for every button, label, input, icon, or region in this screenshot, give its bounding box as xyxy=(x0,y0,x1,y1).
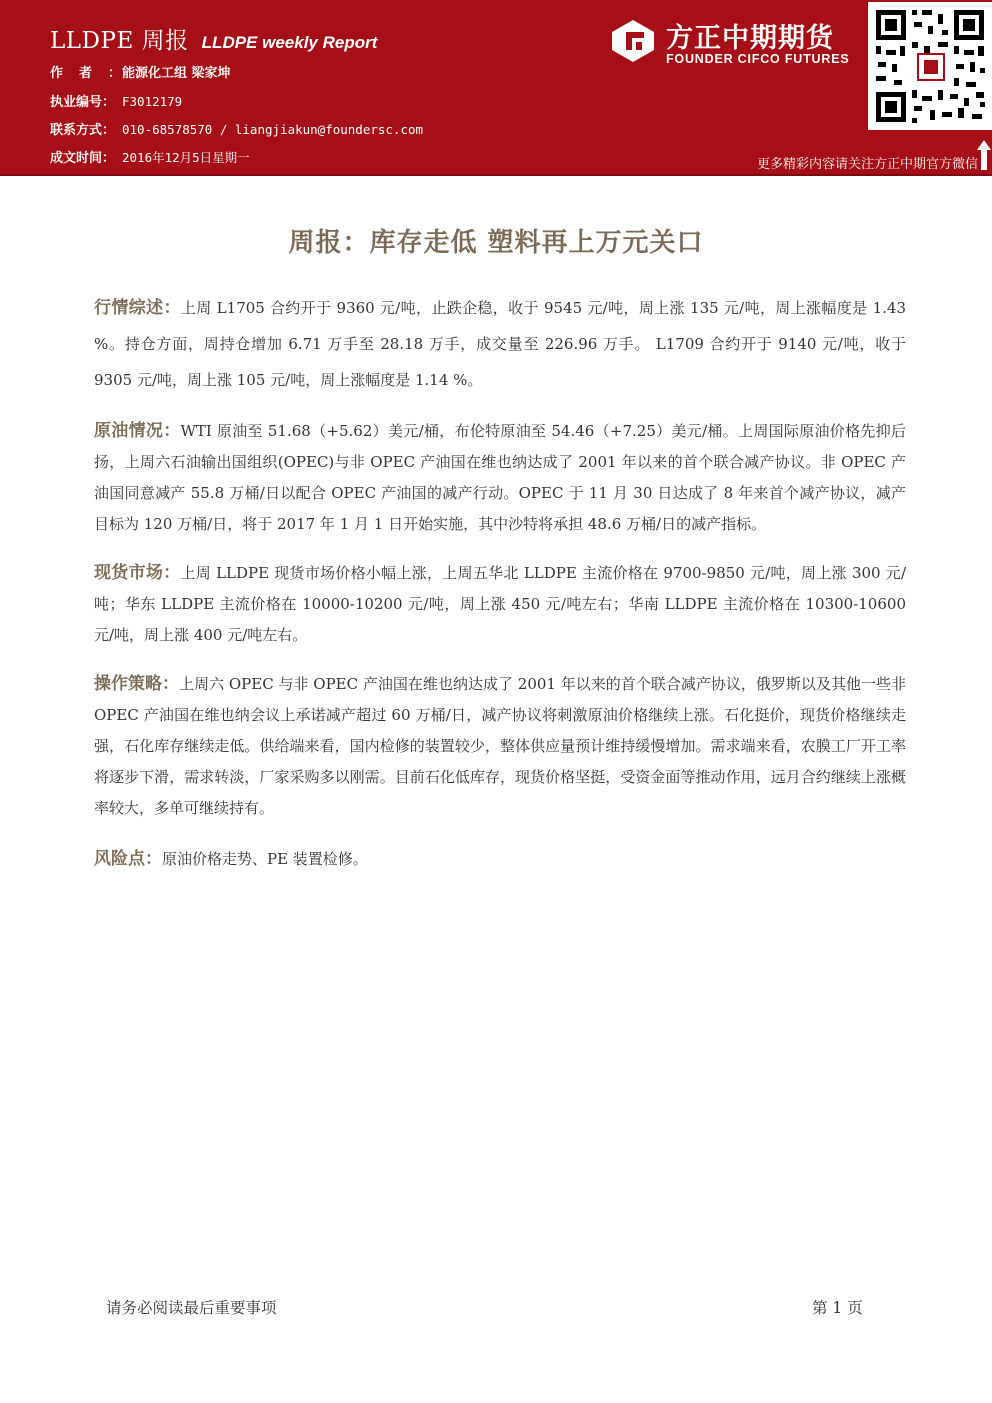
meta-author xyxy=(50,64,423,92)
date-value: 2016年12月5日星期一 xyxy=(122,150,250,165)
contact-value[interactable]: 010-68578570 / liangjiakun@foundersc.com xyxy=(122,122,424,137)
report-name-en: LLDPE weekly Report xyxy=(201,33,378,52)
footer-notice: 请务必阅读最后重要事项 xyxy=(106,1299,277,1317)
up-arrow-icon xyxy=(976,138,992,172)
author-value: 能源化工组 梁家坤 xyxy=(122,66,231,81)
section-text: 上周六 OPEC 与非 OPEC 产油国在维也纳达成了 2001 年以来的首个联合减产协议，俄罗斯以及其他一些非 OPEC 产油国在维也纳会议上承诺减产超过 60 万桶/日，减产协议将刺激原油价格继续上涨。石化挺价，现货价格继续走强，石化库存继续走低。供给端来看，国内检修的装置较少，整体供应量预计维持缓慢增加。需求端来看，农膜工厂开工率将逐步下滑，需求转淡，厂家采购多以刚需。目前石化低库存，现货价格坚挺，受资金面等推动作用，远月合约继续上涨概率较大，多单可继续持有。 xyxy=(94,675,907,817)
report-name: LLDPE 周报 xyxy=(50,28,189,54)
section-lead: 行情综述： xyxy=(94,298,181,318)
section-lead: 风险点： xyxy=(94,849,162,869)
section-market-review xyxy=(94,290,906,398)
report-header xyxy=(0,0,992,174)
report-meta xyxy=(50,64,423,176)
document-title: 周报：库存走低 塑料再上万元关口 xyxy=(288,228,704,258)
license-value: F3012179 xyxy=(122,94,183,109)
logo-text-en: FOUNDER CIFCO FUTURES xyxy=(666,52,850,66)
meta-date xyxy=(50,148,423,176)
wechat-follow-tip: 更多精彩内容请关注方正中期官方微信 xyxy=(756,157,978,172)
date-label: 成文时间： xyxy=(50,151,116,166)
section-spot-market xyxy=(94,558,906,651)
meta-contact xyxy=(50,120,423,148)
section-text: 上周 L1705 合约开于 9360 元/吨，止跌企稳，收于 9545 元/吨，周上涨 135 元/吨，周上涨幅度是 1.43 %。持仓方面，周持仓增加 6.71 万手至 28.18 万手，成交量至 226.96 万手。 L1709 合约开于 9140 元/吨，收于 9305 元/吨，周上涨 105 元/吨，周上涨幅度是 1.14 %。 xyxy=(94,299,907,389)
section-crude-oil xyxy=(94,416,906,540)
page-number: 第 1 页 xyxy=(812,1299,863,1317)
section-strategy xyxy=(94,669,906,824)
logo-text-cn: 方正中期期货 xyxy=(666,23,834,54)
section-text: 上周 LLDPE 现货市场价格小幅上涨，上周五华北 LLDPE 主流价格在 9700-9850 元/吨，周上涨 300 元/吨；华东 LLDPE 主流价格在 10000-10200 元/吨，周上涨 450 元/吨左右；华南 LLDPE 主流价格在 10300-10600 元/吨，周上涨 400 元/吨左右。 xyxy=(94,564,906,644)
company-logo xyxy=(610,14,870,74)
header-divider xyxy=(0,174,992,176)
section-lead: 现货市场： xyxy=(94,563,181,583)
contact-label: 联系方式： xyxy=(50,123,116,138)
license-label: 执业编号： xyxy=(50,95,116,110)
section-lead: 操作策略： xyxy=(94,674,180,694)
author-label: 作者： xyxy=(50,66,138,81)
wechat-qr-code-icon xyxy=(868,2,992,130)
section-lead: 原油情况： xyxy=(94,421,181,441)
founder-logo-icon xyxy=(610,18,656,64)
meta-license xyxy=(50,92,423,120)
report-content xyxy=(94,290,906,875)
section-risk xyxy=(94,844,906,875)
report-title-row xyxy=(50,22,377,55)
section-text: 原油价格走势、PE 装置检修。 xyxy=(162,850,368,868)
section-text: WTI 原油至 51.68（+5.62）美元/桶，布伦特原油至 54.46（+7.25）美元/桶。上周国际原油价格先抑后扬，上周六石油输出国组织(OPEC)与非 OPEC 产油国在维也纳达成了 2001 年以来的首个联合减产协议。非 OPEC 产油国同意减产 55.8 万桶/日以配合 OPEC 产油国的减产行动。OPEC 于 11 月 30 日达成了 8 年来首个减产协议，减产目标为 120 万桶/日，将于 2017 年 1 月 1 日开始实施，其中沙特将承担 48.6 万桶/日的减产指标。 xyxy=(94,422,906,533)
